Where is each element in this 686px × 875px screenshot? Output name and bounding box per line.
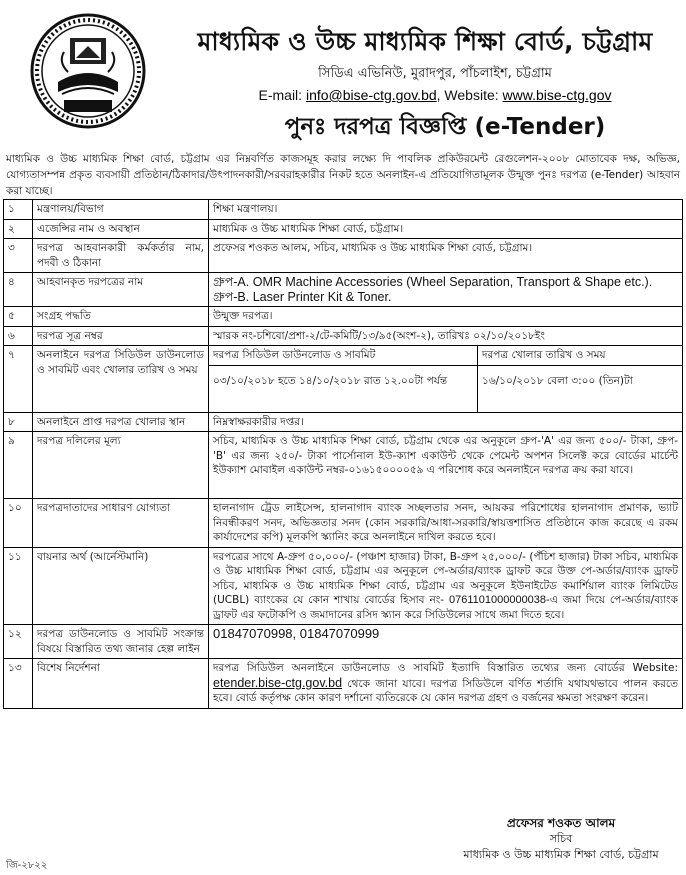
row-serial: ৭: [4, 346, 33, 413]
row-item: এজেন্সির নাম ও অবস্থান: [33, 219, 209, 239]
row-detail: [209, 273, 683, 307]
tender-group-a: গ্রুপ-A. OMR Machine Accessories (Wheel Separation, Transport & Shape etc.).: [213, 275, 653, 289]
signatory-designation: সচিব: [549, 832, 573, 845]
row-item: মন্ত্রণালয়/বিভাগ: [33, 200, 209, 220]
row-serial: ৯: [4, 432, 33, 499]
row-serial: ৫: [4, 307, 33, 327]
table-row: [4, 547, 683, 625]
signatory-name: প্রফেসর শওকত আলম: [506, 816, 616, 830]
row-serial: ৩: [4, 239, 33, 273]
row-detail: হালনাগাদ ট্রেড লাইসেন্স, হালনাগাদ ব্যাংক সচ্ছলতার সনদ, আয়কর পরিশোধের হালনাগাদ প্রমাণক, ভ্যাট নিবন্ধীকরণ সনদ, অভিজ্ঞতার সনদ (কোন সরকারি/আধা-সরকারি/স্বায়ত্তশাসিত প্রতিষ্ঠানে কাজ করেছে এ রকম কার্যাদেশের কপি) মূলকপি স্ক্যানিং করে অনলাইনে দাখিল করতে হবে।: [209, 499, 683, 548]
row-item: দরপত্রদাতাদের সাধারণ যোগ্যতা: [33, 499, 209, 548]
table-row: [4, 200, 683, 220]
opening-value: ১৬/১০/২০১৮ বেলা ৩:০০ (তিন)টা: [482, 374, 633, 387]
table-row: [4, 412, 683, 432]
row-detail: মাধ্যমিক ও উচ্চ মাধ্যমিক শিক্ষা বোর্ড, চট্টগ্রাম।: [209, 219, 683, 239]
row-item: অনলাইনে দরপত্র সিডিউল ডাউনলোড ও সাবমিট এবং খোলার তারিখ ও সময়: [33, 346, 209, 413]
footer-code: জি-২৮২২: [6, 860, 48, 871]
table-row: [4, 499, 683, 548]
intro-paragraph: মাধ্যমিক ও উচ্চ মাধ্যমিক শিক্ষা বোর্ড, চট্টগ্রাম এর নিম্নবর্ণিত কাজসমূহ করার লক্ষ্যে দি পাবলিক প্রকিউরমেন্ট রেগুলেশন-২০০৮ মোতাবেক দক্ষ, অভিজ্ঞ, যোগ্যতাসম্পন্ন প্রকৃত ব্যবসায়ী প্রতিষ্ঠান/ঠিকাদার/উৎপাদনকারী/সরবরাহকারীর নিকট হতে অনলাইন-এ প্রতিযোগিতামূলক উন্মুক্ত পুনঃ দরপত্র (e-Tender) আহবান করা যাচ্ছে।: [6, 153, 680, 197]
notice-header: [0, 0, 686, 145]
bank-account-number: 0761101000000038: [448, 594, 547, 606]
row-serial: ২: [4, 219, 33, 239]
etender-link[interactable]: etender.bise-ctg.gov.bd: [213, 675, 343, 690]
table-row: [4, 219, 683, 239]
row-item: আহবানকৃত দরপত্রের নাম: [33, 273, 209, 307]
tender-details-table: [3, 199, 683, 709]
row-serial: ৮: [4, 412, 33, 432]
row-detail: উন্মুক্ত দরপত্র।: [209, 307, 683, 327]
notice-title: পুনঃ দরপত্র বিজ্ঞপ্তি (e-Tender): [284, 114, 606, 140]
row-detail: [209, 547, 683, 625]
table-row: [4, 326, 683, 346]
table-row: [4, 307, 683, 327]
table-row: [4, 659, 683, 709]
row-serial: ৪: [4, 273, 33, 307]
row-item: অনলাইনে প্রাপ্ত দরপত্র খোলার স্থান: [33, 412, 209, 432]
row-serial: ১২: [4, 625, 33, 659]
row-item: সংগ্রহ পদ্ধতি: [33, 307, 209, 327]
row-item: দরপত্র আহবানকারী কর্মকর্তার নাম, পদবী ও ঠিকানা: [33, 239, 209, 273]
board-contact: [205, 87, 665, 103]
row-serial: ১০: [4, 499, 33, 548]
row-detail: স্মারক নং-চশিবো/প্রশা-২/টে-কমিটি/১৩/৯৫(অংশ-২), তারিখঃ ০২/১০/২০১৮ইং: [209, 326, 683, 346]
row-detail: শিক্ষা মন্ত্রণালয়।: [209, 200, 683, 220]
table-row: [4, 432, 683, 499]
row-item: দরপত্র সূত্র নম্বর: [33, 326, 209, 346]
table-row: [4, 273, 683, 307]
row-serial: ১১: [4, 547, 33, 625]
earnest-money-text: দরপত্রের সাথে A-গ্রুপ ৫০,০০০/- (পঞ্চাশ হাজার) টাকা, B-গ্রুপ ২৫,০০০/- (পঁচিশ হাজার) টাকা সচিব, মাধ্যমিক ও উচ্চ মাধ্যমিক শিক্ষা বোর্ড, চট্টগ্রাম এর অনুকূলে পে-অর্ডার/ব্যাংক ড্রাফট করে উক্ত পে-অর্ডার/ব্যাংক ড্রাফট সচিব, মাধ্যমিক ও উচ্চ মাধ্যমিক শিক্ষা বোর্ড, চট্টগ্রাম এর অনুকূলে ইউনাইটেড কমার্শিয়াল ব্যাংক লিমিটেড (UCBL) ব্যাংকের যে কোন শাখায় বোর্ডের হিসাব নং-: [213, 550, 678, 606]
schedule-header: দরপত্র সিডিউল ডাউনলোড ও সাবমিট: [209, 346, 478, 365]
schedule-value: ০৩/১০/২০১৮ হতে ১৪/১০/২০১৮ রাত ১২.০০টা পর্যন্ত: [209, 365, 478, 412]
schedule-table: [209, 346, 682, 412]
row-serial: ১: [4, 200, 33, 220]
email-link[interactable]: info@bise-ctg.gov.bd: [305, 87, 437, 103]
row-detail: নিম্নস্বাক্ষরকারীর দপ্তর।: [209, 412, 683, 432]
website-link[interactable]: www.bise-ctg.gov: [502, 87, 612, 103]
special-instruction-text: দরপত্র সিডিউল অনলাইনে ডাউনলোড ও সাবমিট ইত্যাদি বিস্তারিত তথ্যের জন্য বোর্ডের Website:: [213, 662, 678, 674]
special-instruction-text-end: থেকে জানা যাবে। দরপত্র সিডিউলে বর্ণিত শর্তাদি যথাযথভাবে পালন করতে হবে। বোর্ড কর্তৃপক্ষ কোন কারণ দর্শানো ব্যতিরেকে যে কোন দরপত্র গ্রহণ ও বর্জনের ক্ষমতা সংরক্ষণ করেন।: [213, 677, 678, 704]
table-row: [4, 625, 683, 659]
row-item: বায়নার অর্থ (আর্নেস্টমানি): [33, 547, 209, 625]
row-serial: ১৩: [4, 659, 33, 709]
table-row: [4, 346, 683, 413]
signatory-office: মাধ্যমিক ও উচ্চ মাধ্যমিক শিক্ষা বোর্ড, চট্টগ্রাম: [463, 848, 659, 861]
row-item: দরপত্র দলিলের মূল্য: [33, 432, 209, 499]
schedule-cell: [209, 346, 683, 413]
table-row: [4, 239, 683, 273]
row-detail: [209, 659, 683, 709]
row-serial: ৬: [4, 326, 33, 346]
board-name: মাধ্যমিক ও উচ্চ মাধ্যমিক শিক্ষা বোর্ড, চট্টগ্রাম: [197, 27, 653, 56]
row-detail: প্রফেসর শওকত আলম, সচিব, মাধ্যমিক ও উচ্চ মাধ্যমিক শিক্ষা বোর্ড, চট্টগ্রাম।: [209, 239, 683, 273]
row-detail: সচিব, মাধ্যমিক ও উচ্চ মাধ্যমিক শিক্ষা বোর্ড, চট্টগ্রাম থেকে এর অনুকূলে গ্রুপ-'A' এর জন্য ৫০০/- টাকা, গ্রুপ-'B' এর জন্য ২৫০/- টাকা পার্সোনাল ইউ-ক্যাশ একাউন্ট থেকে পেমেন্ট অপশন সিলেক্ট করে বোর্ডের মার্চেন্ট ইউক্যাশ মোবাইল একাউন্ট নম্বর-০১৬১৫০০০০৫৯ এ পরিশোধ করে অনলাইনে দরপত্র ক্রয় করা যাবে।: [209, 432, 683, 499]
website-label: , Website:: [436, 87, 503, 103]
row-item: বিশেষ নির্দেশনা: [33, 659, 209, 709]
opening-header: দরপত্র খোলার তারিখ ও সময়: [478, 346, 683, 365]
email-label: E-mail:: [258, 87, 306, 103]
helpline-numbers: 01847070998, 01847070999: [209, 625, 683, 659]
board-seal-logo: [28, 12, 148, 130]
earnest-money-text-end: -এ জমা দিয়ে পে-অর্ডার/ব্যাংক ড্রাফট এর ফটোকপি ও জমাদানের রসিদ স্ক্যান করে সিডিউলের সাথে জমা দিতে হবে।: [213, 594, 678, 621]
tender-group-b: গ্রুপ-B. Laser Printer Kit & Toner.: [213, 289, 392, 304]
signature-block: [456, 815, 666, 863]
row-item: দরপত্র ডাউনলোড ও সাবমিট সংক্রান্ত বিষয়ে বিস্তারিত তথ্য জানার হেল্প লাইন: [33, 625, 209, 659]
board-address: সিডিএ এভিনিউ, মুরাদপুর, পাঁচলাইশ, চট্টগ্রাম: [318, 66, 552, 81]
